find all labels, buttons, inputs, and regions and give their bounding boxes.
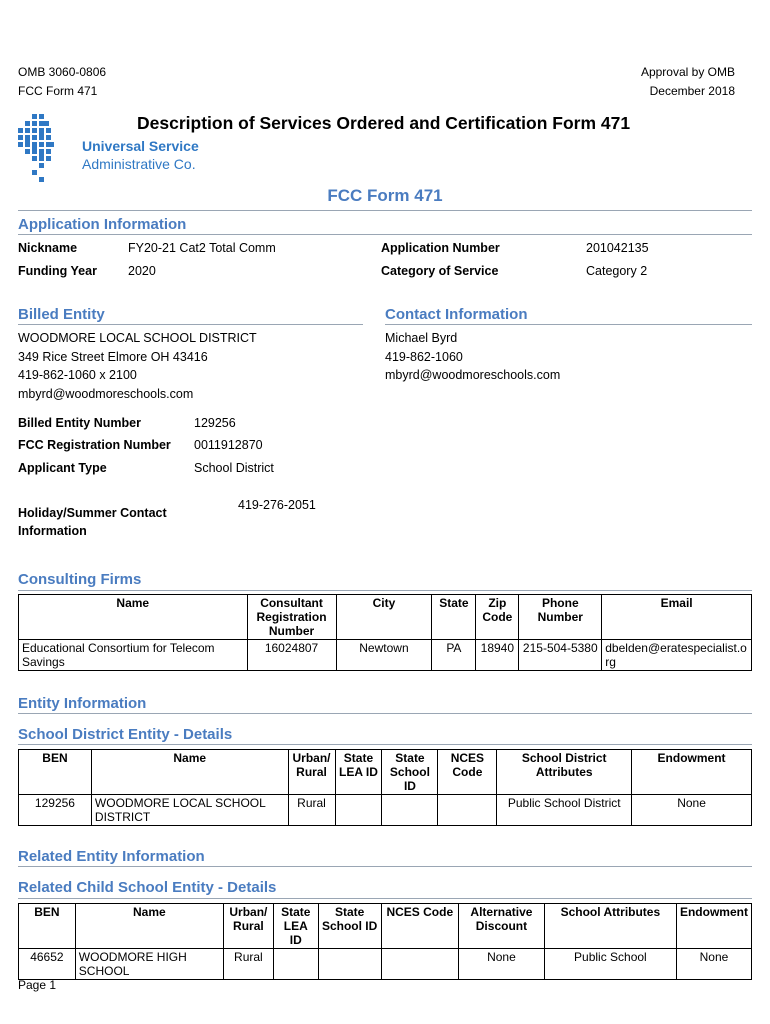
related-entity-divider	[18, 866, 752, 867]
col-endowment: Endowment	[676, 904, 751, 949]
consultant-reg: 16024807	[247, 640, 336, 671]
child-endowment: None	[676, 949, 751, 980]
district-urban-rural: Rural	[288, 795, 335, 826]
district-attributes: Public School District	[497, 795, 632, 826]
ben-value: 129256	[194, 416, 236, 430]
col-state-lea-id: State LEA ID	[273, 904, 318, 949]
billed-entity-email: mbyrd@woodmoreschools.com	[18, 387, 194, 401]
contact-email: mbyrd@woodmoreschools.com	[385, 368, 561, 382]
ben-label: Billed Entity Number	[18, 416, 141, 430]
district-endowment: None	[632, 795, 752, 826]
consultant-email: dbelden@eratespecialist.org	[602, 640, 752, 671]
contact-phone: 419-862-1060	[385, 350, 463, 364]
consulting-divider	[18, 590, 752, 591]
application-number-label: Application Number	[381, 241, 500, 255]
district-school-id	[382, 795, 438, 826]
child-lea-id	[273, 949, 318, 980]
district-nces-code	[438, 795, 497, 826]
col-urban-rural: Urban/ Rural	[288, 750, 335, 795]
col-alternative-discount: Alternative Discount	[459, 904, 545, 949]
col-ben: BEN	[19, 750, 92, 795]
consulting-firms-table	[18, 594, 752, 671]
col-state-school-id: State School ID	[318, 904, 381, 949]
district-lea-id	[335, 795, 382, 826]
fcc-registration-value: 0011912870	[194, 438, 263, 452]
nickname-value: FY20-21 Cat2 Total Comm	[128, 241, 276, 255]
nickname-label: Nickname	[18, 241, 78, 255]
col-state: State	[432, 595, 476, 640]
col-urban-rural: Urban/ Rural	[223, 904, 273, 949]
col-zip: Zip Code	[476, 595, 519, 640]
child-school-divider	[18, 898, 752, 899]
col-name: Name	[19, 595, 248, 640]
application-number-value: 201042135	[586, 241, 649, 255]
contact-info-heading: Contact Information	[385, 306, 528, 323]
consultant-city: Newtown	[336, 640, 432, 671]
school-district-header-row	[19, 750, 752, 795]
holiday-contact-label-1: Holiday/Summer Contact	[18, 506, 167, 520]
applicant-type-label: Applicant Type	[18, 461, 107, 475]
school-district-heading: School District Entity - Details	[18, 726, 233, 743]
child-name: WOODMORE HIGH SCHOOL	[75, 949, 223, 980]
col-state-school-id: State School ID	[382, 750, 438, 795]
child-alternative-discount: None	[459, 949, 545, 980]
child-school-attributes: Public School	[544, 949, 676, 980]
col-school-attributes: School Attributes	[544, 904, 676, 949]
form-id: FCC Form 471	[18, 84, 98, 98]
applicant-type-value: School District	[194, 461, 274, 475]
consulting-firms-heading: Consulting Firms	[18, 571, 142, 588]
page-title: Description of Services Ordered and Certification Form 471	[137, 113, 631, 133]
form-subtitle: FCC Form 471	[327, 186, 443, 205]
district-name: WOODMORE LOCAL SCHOOL DISTRICT	[91, 795, 288, 826]
billed-entity-name: WOODMORE LOCAL SCHOOL DISTRICT	[18, 331, 257, 345]
holiday-contact-label-2: Information	[18, 524, 87, 538]
col-name: Name	[91, 750, 288, 795]
billed-entity-phone: 419-862-1060 x 2100	[18, 368, 137, 382]
contact-name: Michael Byrd	[385, 331, 458, 345]
table-row	[19, 949, 752, 980]
application-info-heading: Application Information	[18, 216, 187, 233]
omb-approval: Approval by OMB	[640, 65, 735, 79]
related-entity-heading: Related Entity Information	[18, 848, 205, 865]
logo-text-line1: Universal Service	[82, 138, 199, 154]
col-state-lea-id: State LEA ID	[335, 750, 382, 795]
child-school-header-row	[19, 904, 752, 949]
billed-entity-divider	[18, 324, 363, 325]
funding-year-label: Funding Year	[18, 264, 97, 278]
category-label: Category of Service	[381, 264, 499, 278]
col-city: City	[336, 595, 432, 640]
application-divider	[18, 234, 752, 235]
col-ben: BEN	[19, 904, 76, 949]
consultant-phone: 215-504-5380	[519, 640, 602, 671]
col-email: Email	[602, 595, 752, 640]
consultant-zip: 18940	[476, 640, 519, 671]
child-ben: 46652	[19, 949, 76, 980]
header-divider	[18, 210, 752, 211]
entity-divider	[18, 713, 752, 714]
holiday-contact-phone: 419-276-2051	[238, 498, 316, 512]
table-row	[19, 795, 752, 826]
child-school-heading: Related Child School Entity - Details	[18, 879, 277, 896]
omb-approval-date: December 2018	[649, 84, 735, 98]
district-ben: 129256	[19, 795, 92, 826]
table-row	[19, 640, 752, 671]
consulting-header-row	[19, 595, 752, 640]
fcc-registration-label: FCC Registration Number	[18, 438, 171, 452]
entity-info-heading: Entity Information	[18, 695, 147, 712]
col-nces-code: NCES Code	[438, 750, 497, 795]
col-district-attributes: School District Attributes	[497, 750, 632, 795]
usac-logo-mark	[16, 112, 72, 184]
child-nces-code	[381, 949, 459, 980]
billed-entity-heading: Billed Entity	[18, 306, 105, 323]
consultant-name: Educational Consortium for Telecom Savings	[19, 640, 248, 671]
contact-divider	[385, 324, 752, 325]
consultant-state: PA	[432, 640, 476, 671]
school-district-divider	[18, 744, 752, 745]
child-school-table	[18, 903, 752, 980]
col-nces-code: NCES Code	[381, 904, 459, 949]
child-school-id	[318, 949, 381, 980]
col-phone: Phone Number	[519, 595, 602, 640]
col-consultant-reg: Consultant Registration Number	[247, 595, 336, 640]
school-district-table	[18, 749, 752, 826]
category-value: Category 2	[586, 264, 648, 278]
col-endowment: Endowment	[632, 750, 752, 795]
omb-number: OMB 3060-0806	[18, 65, 107, 79]
billed-entity-address: 349 Rice Street Elmore OH 43416	[18, 350, 208, 364]
logo-text-line2: Administrative Co.	[82, 156, 196, 172]
funding-year-value: 2020	[128, 264, 156, 278]
col-name: Name	[75, 904, 223, 949]
page-number: Page 1	[18, 978, 57, 992]
child-urban-rural: Rural	[223, 949, 273, 980]
